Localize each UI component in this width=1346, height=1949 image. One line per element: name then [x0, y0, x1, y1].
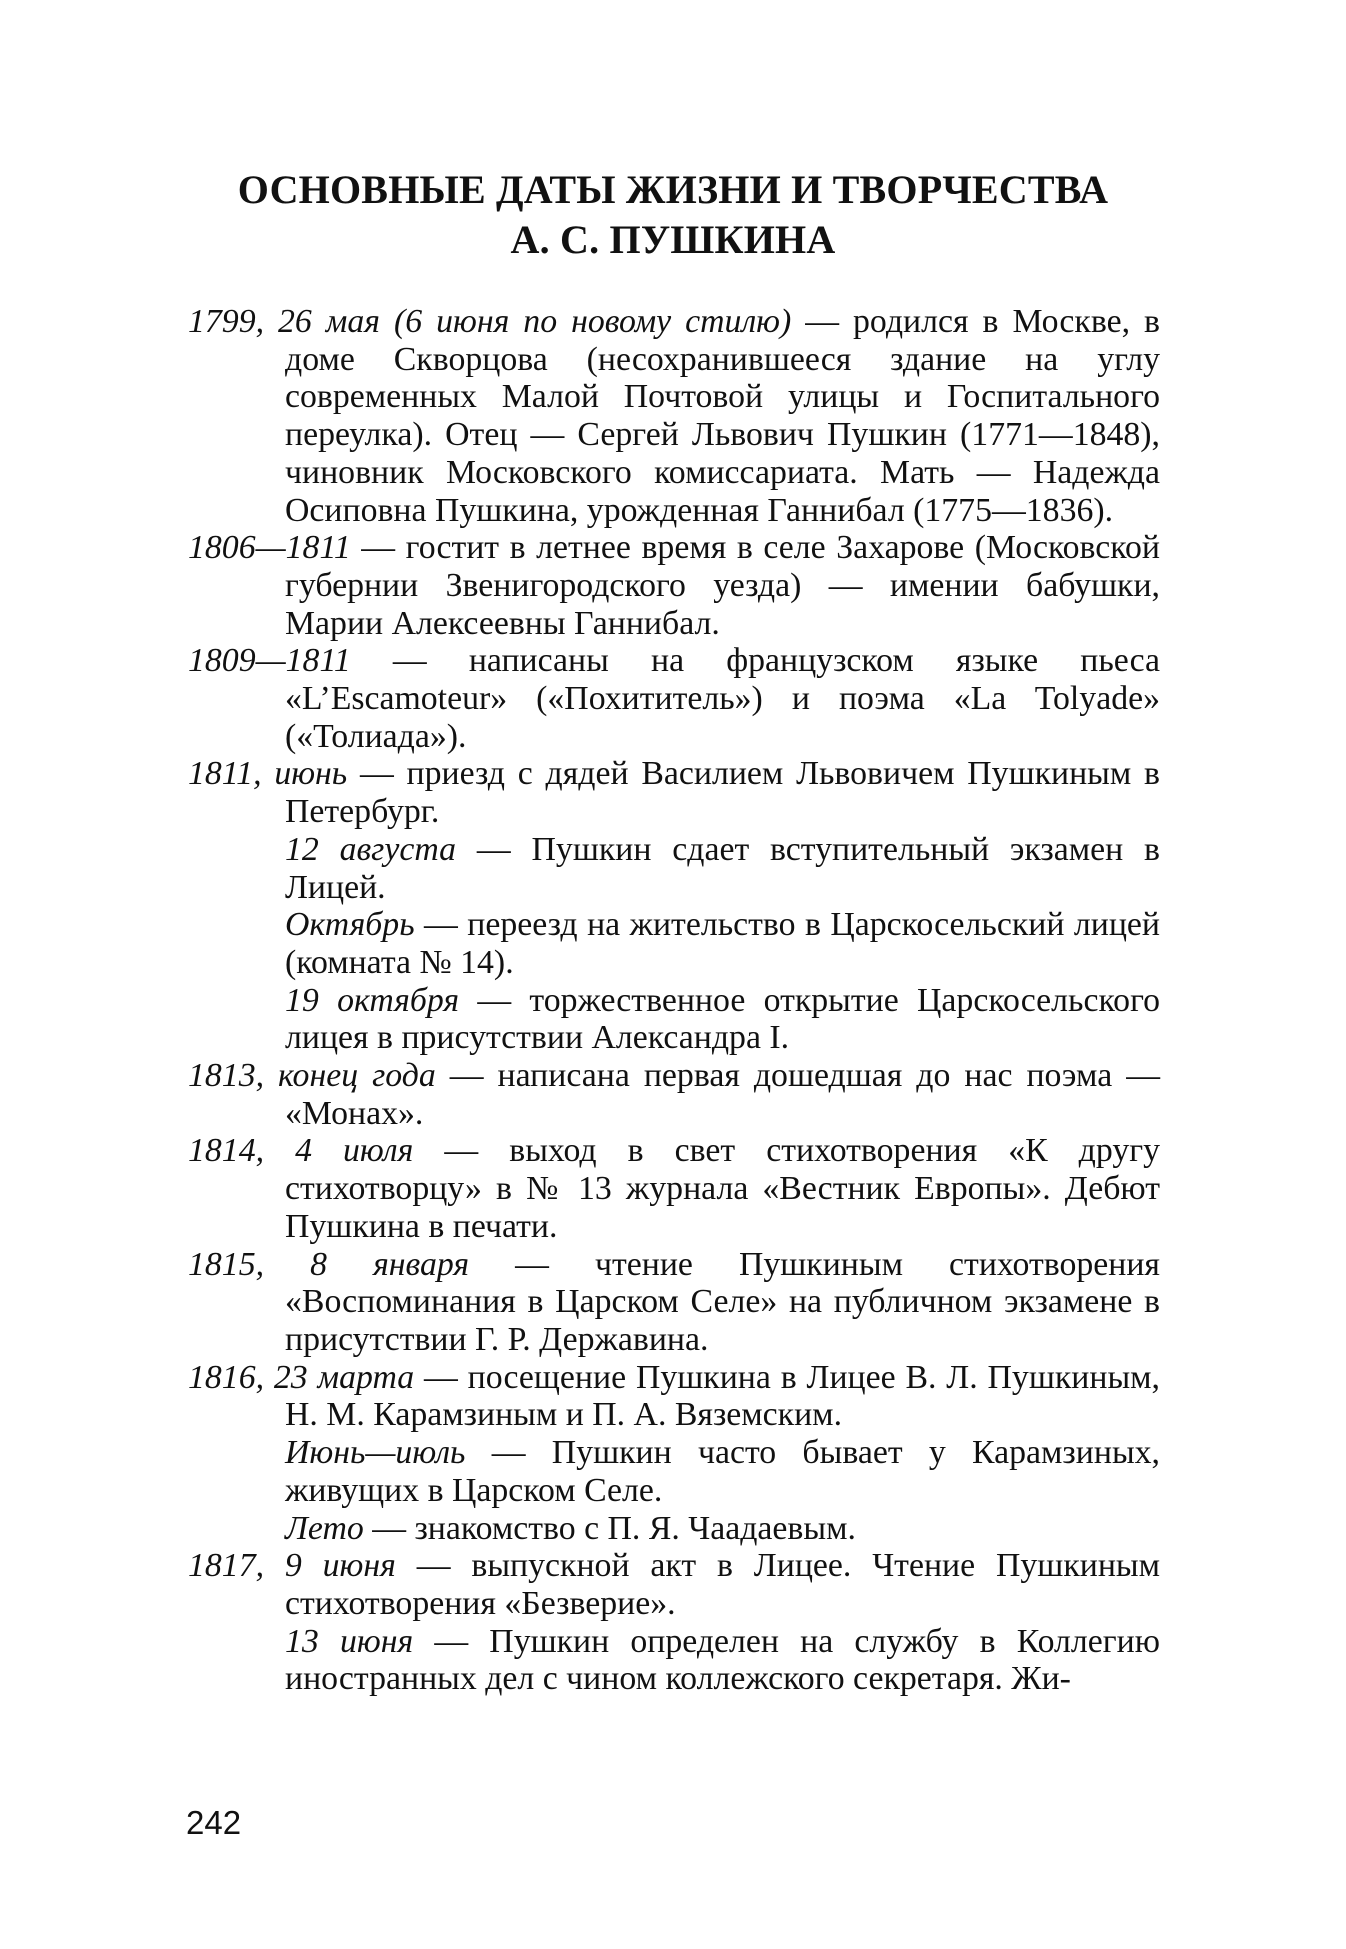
- chronology-subentry: [188, 1434, 1160, 1509]
- entry-date: 13 июня: [285, 1622, 414, 1660]
- chronology-entry-1817: [188, 1547, 1160, 1622]
- entry-date: 1814, 4 июля: [188, 1132, 414, 1170]
- entry-text: — Пушкин определен на службу в Коллегию иностранных дел с чином коллежского секретаря. Жи-: [285, 1622, 1160, 1698]
- entry-text: — посещение Пушкина в Лицее В. Л. Пушкиным, Н. М. Карамзиным и П. А. Вяземским.: [285, 1358, 1160, 1434]
- title-line-2: А. С. ПУШКИНА: [510, 216, 836, 262]
- chronology-entry-1811: [188, 755, 1160, 830]
- chronology-entry-1816: [188, 1359, 1160, 1434]
- chronology-entry-1815: [188, 1246, 1160, 1359]
- entry-date: 1809—1811: [188, 642, 351, 680]
- chronology-entry-1814: [188, 1132, 1160, 1245]
- chronology-subentry: [188, 1623, 1160, 1698]
- entry-date: 1799, 26 мая (6 июня по новому стилю): [188, 303, 792, 340]
- entry-text: — выпускной акт в Лицее. Чтение Пушкиным стихотворения «Безверие».: [285, 1547, 1161, 1622]
- entry-text: — написаны на французском языке пьеса «L’Escamoteur» («Похититель») и поэма «La Tolyade» («Толиада»).: [285, 642, 1160, 755]
- entry-date: Лето: [285, 1509, 364, 1547]
- entry-date: Октябрь: [285, 906, 415, 944]
- chronology-subentry: [188, 1510, 1160, 1548]
- page-number: 242: [186, 1804, 242, 1841]
- entry-text: — торжественное открытие Царскосельского лицея в присутствии Александра I.: [285, 981, 1160, 1057]
- entry-text: — чтение Пушкиным стихотворения «Воспоминания в Царском Селе» на публичном экзамене в присутствии Г. Р. Державина.: [285, 1245, 1160, 1358]
- entry-text: — выход в свет стихотворения «К другу стихотворцу» в № 13 журнала «Вестник Европы». Дебют Пушкина в печати.: [285, 1132, 1160, 1245]
- entry-date: Июнь—июль: [285, 1434, 466, 1472]
- entry-text: — переезд на жительство в Царскосельский лицей (комната № 14).: [285, 906, 1160, 981]
- entry-date: 1811, июнь: [188, 755, 348, 793]
- entry-date: 19 октября: [285, 981, 460, 1019]
- chronology-entry-1806: [188, 529, 1160, 642]
- entry-date: 1815, 8 января: [188, 1245, 470, 1283]
- entry-date: 1806—1811: [188, 529, 351, 567]
- entry-text: — Пушкин сдает вступительный экзамен в Лицей.: [285, 830, 1160, 906]
- entry-text: — приезд с дядей Василием Львовичем Пушкиным в Петербург.: [285, 755, 1161, 831]
- page-title: [150, 165, 1196, 265]
- chronology-list: [188, 303, 1160, 1698]
- chronology-subentry: [188, 982, 1160, 1057]
- chronology-subentry: [188, 831, 1160, 906]
- chronology-entry-1799: [188, 303, 1160, 529]
- entry-text: — знакомство с П. Я. Чаадаевым.: [363, 1509, 856, 1547]
- entry-date: 1816, 23 марта: [188, 1358, 415, 1396]
- chronology-entry-1809: [188, 642, 1160, 755]
- title-line-1: ОСНОВНЫЕ ДАТЫ ЖИЗНИ И ТВОРЧЕСТВА: [237, 166, 1109, 212]
- entry-text: — Пушкин часто бывает у Карамзиных, живущих в Царском Селе.: [285, 1434, 1160, 1509]
- entry-text: — написана первая дошедшая до нас поэма — «Монах».: [285, 1057, 1160, 1132]
- chronology-subentry: [188, 906, 1160, 981]
- entry-date: 12 августа: [285, 830, 457, 868]
- chronology-entry-1813: [188, 1057, 1160, 1132]
- entry-date: 1813, конец года: [188, 1057, 436, 1095]
- entry-text: — гостит в летнее время в селе Захарове (Московской губернии Звенигородского уезда) — имении бабушки, Марии Алексеевны Ганнибал.: [285, 529, 1160, 642]
- entry-date: 1817, 9 июня: [188, 1547, 396, 1585]
- entry-text: — родился в Москве, в доме Скворцова (несохранившееся здание на углу современных Малой Почтовой улицы и Госпитального переулка). Отец — Сергей Львович Пушкин (1771—1848), чиновник Московского комиссариата. Мать — Надежда Осиповна Пушкина, урожденная Ганнибал (1775—1836).: [285, 303, 1160, 529]
